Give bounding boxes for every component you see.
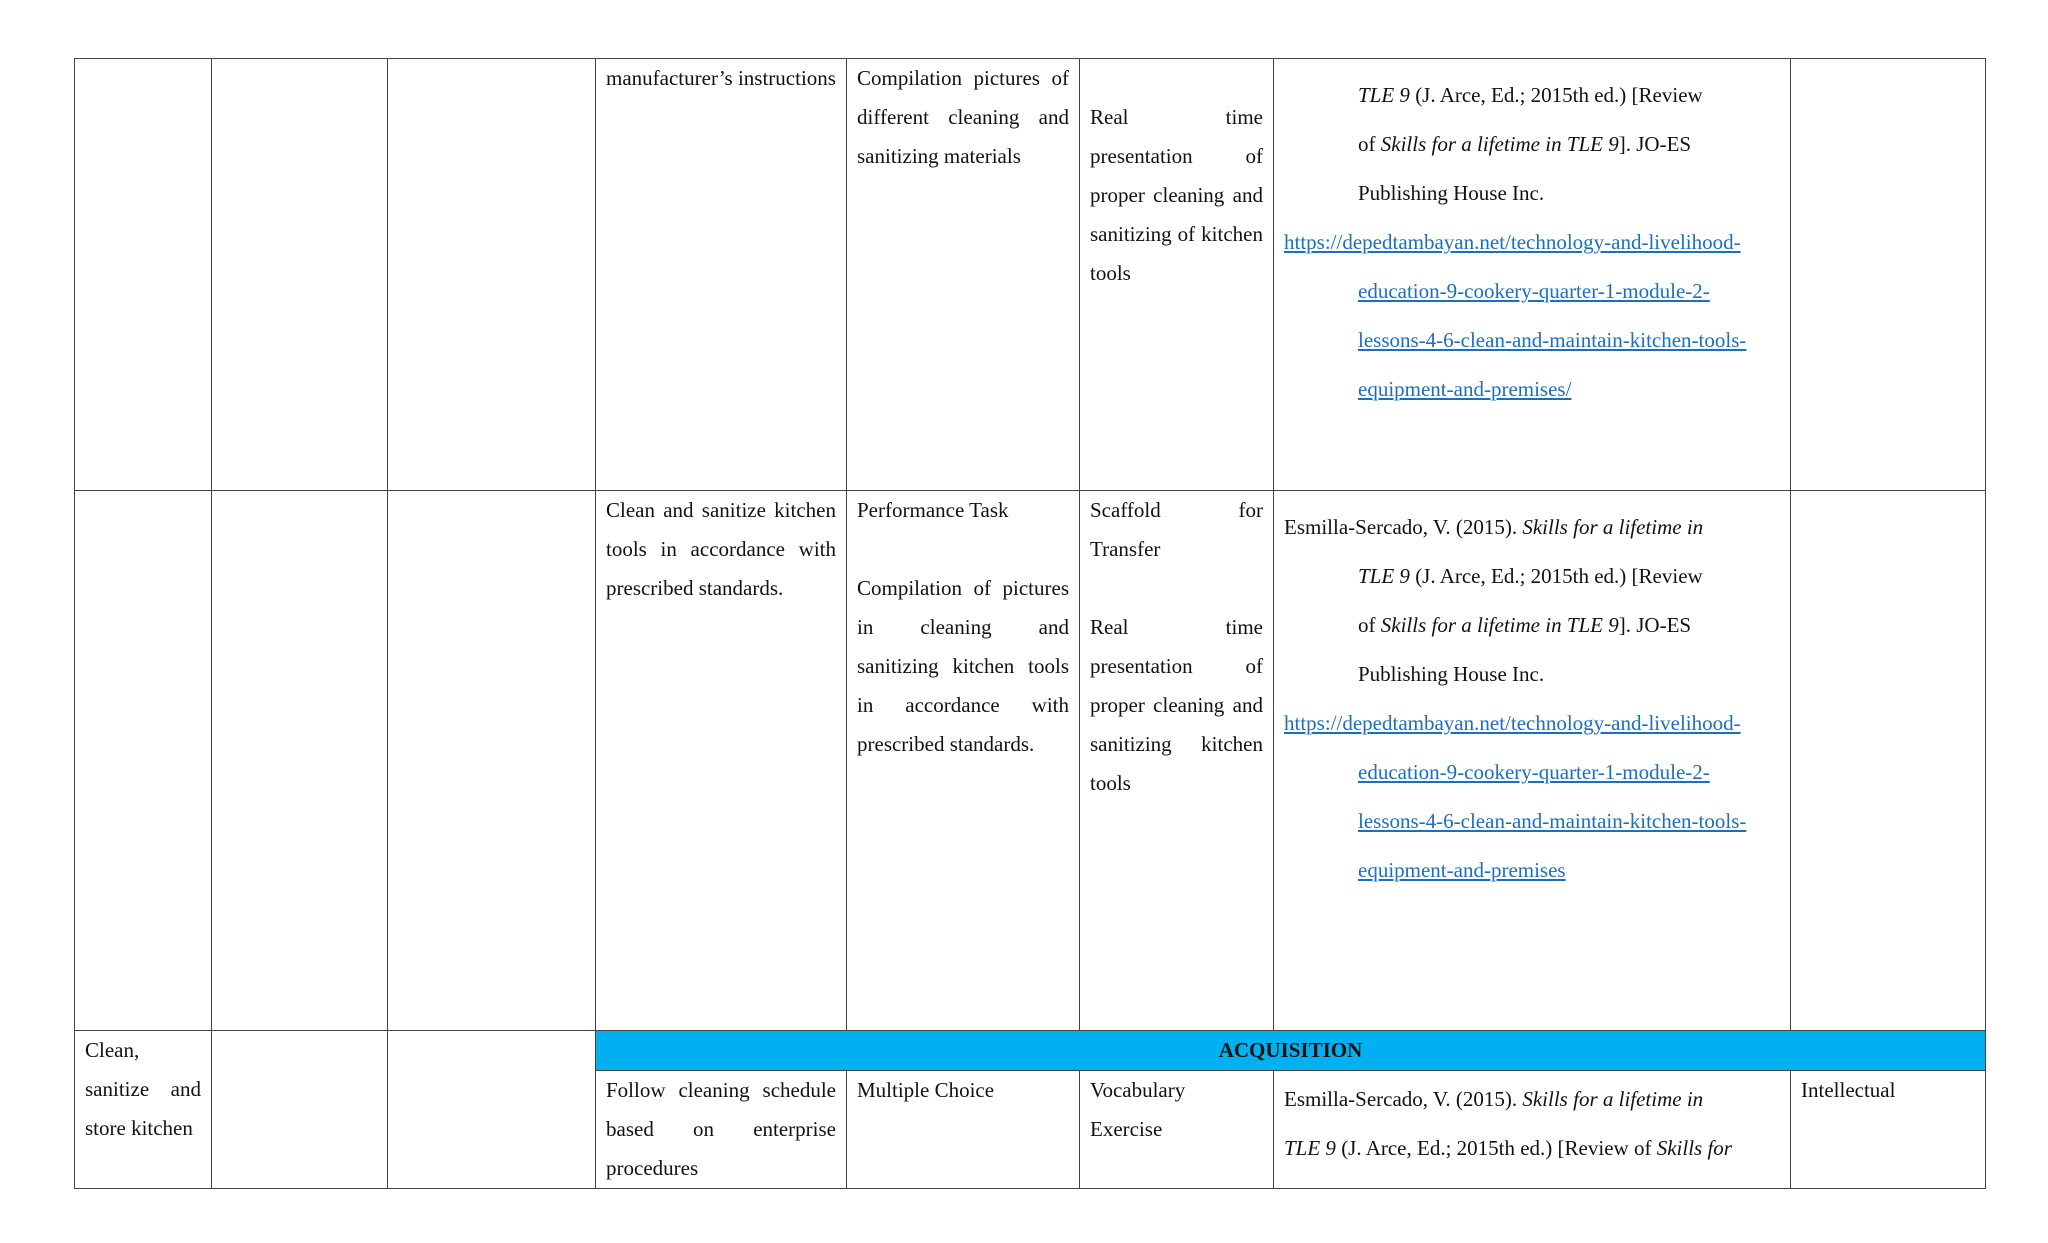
content-cell	[75, 1031, 212, 1189]
activity-cell	[1080, 59, 1274, 491]
table-row	[75, 59, 1986, 491]
activity-cell	[1080, 1071, 1274, 1189]
assessment-text: Compilation pictures of different cleaning and sanitizing materials	[857, 66, 1069, 168]
standard-cell	[212, 491, 388, 1031]
competency-cell	[596, 59, 847, 491]
reference-link[interactable]: education-9-cookery-quarter-1-module-2-	[1358, 279, 1710, 303]
table-row	[75, 491, 1986, 1031]
competency-cell	[596, 491, 847, 1031]
value-cell	[1791, 1071, 1986, 1189]
reference-link[interactable]: lessons-4-6-clean-and-maintain-kitchen-tools-	[1358, 809, 1747, 833]
content-text: Clean, sanitize and store kitchen	[85, 1038, 201, 1140]
standard-cell	[212, 59, 388, 491]
value-text: Intellectual	[1801, 1078, 1896, 1102]
activity-cell	[1080, 491, 1274, 1031]
acquisition-banner: ACQUISITION	[596, 1031, 1986, 1071]
competency-text: Follow cleaning schedule based on enterprise procedures	[606, 1078, 836, 1180]
reference-link[interactable]: education-9-cookery-quarter-1-module-2-	[1358, 760, 1710, 784]
reference-link[interactable]: equipment-and-premises/	[1358, 377, 1572, 401]
assessment-cell	[847, 59, 1080, 491]
competency-text: manufacturer’s instructions	[606, 66, 836, 90]
assessment-text: Performance Task Compilation of pictures in cleaning and sanitizing kitchen tools in accordance with prescribed standards.	[857, 498, 1069, 756]
reference-link[interactable]: lessons-4-6-clean-and-maintain-kitchen-tools-	[1358, 328, 1747, 352]
competency-cell	[596, 1071, 847, 1189]
reference-link[interactable]: https://depedtambayan.net/technology-and-livelihood-	[1284, 711, 1741, 735]
table-row	[75, 1031, 1986, 1071]
assessment-cell	[847, 491, 1080, 1031]
reference-link[interactable]: https://depedtambayan.net/technology-and-livelihood-	[1284, 230, 1741, 254]
standard-cell	[212, 1031, 388, 1189]
resources-cell	[1274, 1071, 1791, 1189]
performance-cell	[388, 59, 596, 491]
reference-block: TLE 9 (J. Arce, Ed.; 2015th ed.) [Review of Skills for a lifetime in TLE 9]. JO-ES Publishing House Inc. https://depedtambayan.net/technology-and-livelihood- education-9-cookery-quarter-1-module-2- lessons-4-6-clean-and-maintain-kitchen-tools- equipment-and-premises/	[1274, 59, 1790, 414]
performance-cell	[388, 491, 596, 1031]
resources-cell	[1274, 491, 1791, 1031]
content-cell	[75, 59, 212, 491]
resources-cell	[1274, 59, 1791, 491]
activity-text: Scaffold for Transfer Real time presentation of proper cleaning and sanitizing kitchen tools	[1090, 498, 1263, 795]
activity-text: Vocabulary Exercise	[1090, 1078, 1186, 1141]
reference-link[interactable]: equipment-and-premises	[1358, 858, 1566, 882]
lesson-plan-table	[74, 58, 1986, 1189]
reference-block: Esmilla-Sercado, V. (2015). Skills for a lifetime in TLE 9 (J. Arce, Ed.; 2015th ed.) [Review of Skills for	[1284, 1087, 1732, 1160]
reference-block: Esmilla-Sercado, V. (2015). Skills for a lifetime in TLE 9 (J. Arce, Ed.; 2015th ed.) [Review of Skills for a lifetime in TLE 9]. JO-ES Publishing House Inc. https://depedtambayan.net/technology-and-livelihood- education-9-cookery-quarter-1-module-2- lessons-4-6-clean-and-maintain-kitchen-tools- equipment-and-premises	[1274, 491, 1790, 895]
assessment-cell	[847, 1071, 1080, 1189]
content-cell	[75, 491, 212, 1031]
performance-cell	[388, 1031, 596, 1189]
activity-text: Real time presentation of proper cleaning and sanitizing of kitchen tools	[1090, 105, 1263, 285]
competency-text: Clean and sanitize kitchen tools in accordance with prescribed standards.	[606, 498, 836, 600]
value-cell	[1791, 59, 1986, 491]
assessment-text: Multiple Choice	[857, 1078, 995, 1102]
value-cell	[1791, 491, 1986, 1031]
